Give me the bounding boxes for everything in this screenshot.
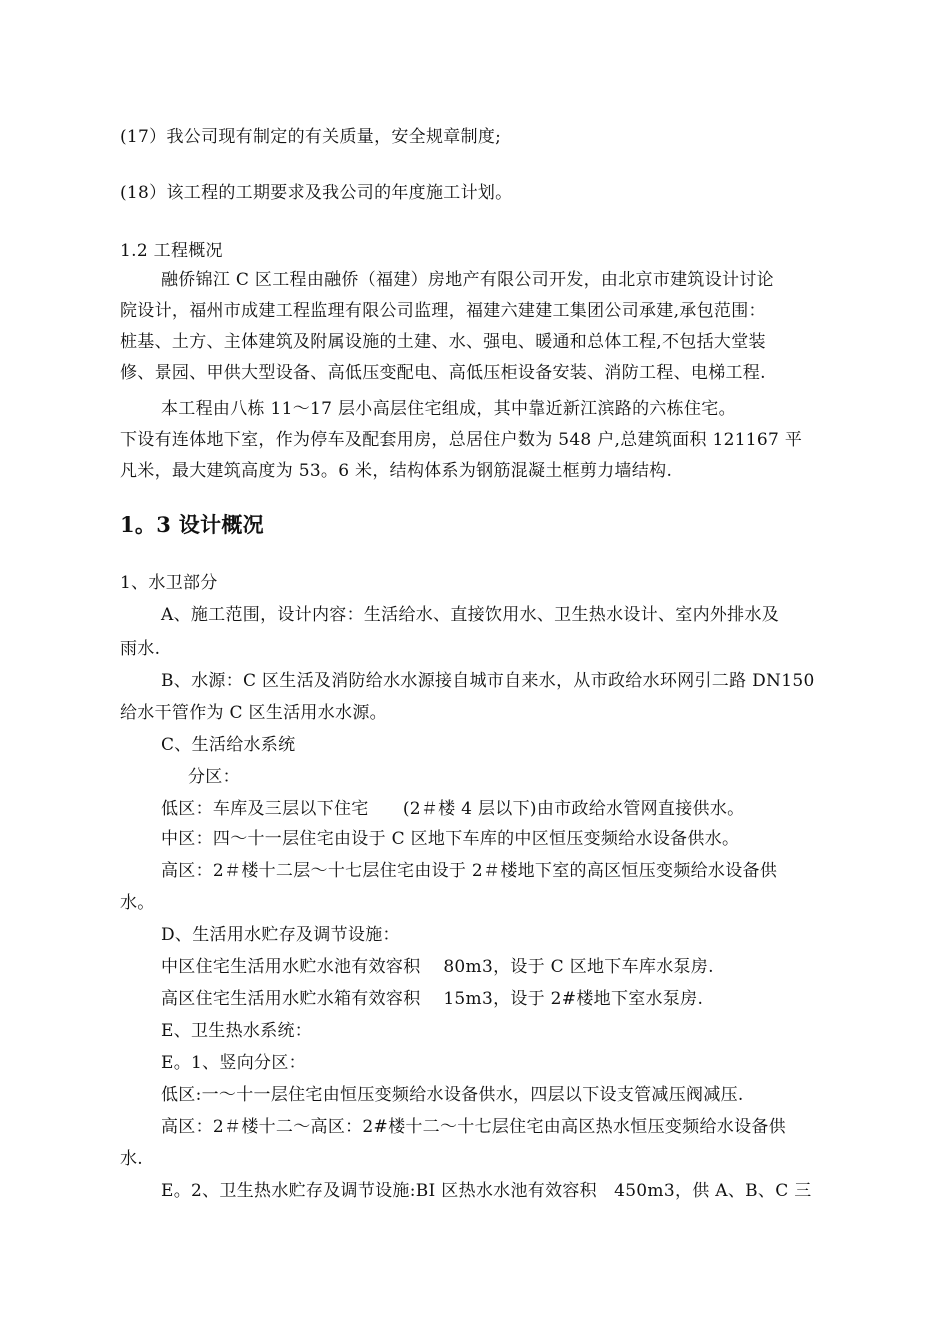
paragraph-line: 低区:一～十一层住宅由恒压变频给水设备供水，四层以下设支管减压阀减压. (161, 1085, 744, 1105)
paragraph-line: E、卫生热水系统： (161, 1021, 313, 1041)
paragraph-line: 院设计，福州市成建工程监理有限公司监理，福建六建建工集团公司承建,承包范围： (120, 301, 766, 321)
paragraph-line: E。2、卫生热水贮存及调节设施:BⅠ 区热水水池有效容积 450m3，供 A、B、C 三 (161, 1181, 812, 1201)
paragraph-line: 水. (120, 1149, 144, 1169)
paragraph-line: 高区：2＃楼十二～高区：2#楼十二～十七层住宅由高区热水恒压变频给水设备供 (161, 1117, 786, 1137)
paragraph-line: A、施工范围，设计内容：生活给水、直接饮用水、卫生热水设计、室内外排水及 (161, 605, 780, 625)
paragraph-line: 凡米，最大建筑高度为 53。6 米，结构体系为钢筋混凝土框剪力墙结构. (120, 461, 673, 481)
paragraph-line: 高区住宅生活用水贮水箱有效容积 15m3，设于 2#楼地下室水泵房. (161, 989, 704, 1009)
section-heading-1-3: 1。3 设计概况 (120, 512, 264, 537)
paragraph-line: 下设有连体地下室，作为停车及配套用房，总居住户数为 548 户,总建筑面积 121167 平 (120, 430, 803, 450)
paragraph-line: 水。 (120, 893, 155, 913)
paragraph-line: 本工程由八栋 11～17 层小高层住宅组成，其中靠近新江滨路的六栋住宅。 (161, 399, 736, 419)
paragraph-line: 低区：车库及三层以下住宅 (2＃楼 4 层以下)由市政给水管网直接供水。 (161, 799, 745, 819)
paragraph-line: 高区：2＃楼十二层～十七层住宅由设于 2＃楼地下室的高区恒压变频给水设备供 (161, 861, 778, 881)
paragraph-line: 中区住宅生活用水贮水池有效容积 80m3，设于 C 区地下车库水泵房. (161, 957, 714, 977)
paragraph-line: 给水干管作为 C 区生活用水水源。 (120, 703, 387, 723)
paragraph-line: B、水源：C 区生活及消防给水水源接自城市自来水，从市政给水环网引二路 DN150 (161, 671, 815, 691)
paragraph-line: 雨水. (120, 639, 161, 659)
item-17: (17）我公司现有制定的有关质量，安全规章制度; (120, 127, 502, 147)
paragraph-line: 中区：四～十一层住宅由设于 C 区地下车库的中区恒压变频给水设备供水。 (161, 829, 740, 849)
paragraph-line: 修、景园、甲供大型设备、高低压变配电、高低压柜设备安装、消防工程、电梯工程. (120, 363, 766, 383)
item-18: (18）该工程的工期要求及我公司的年度施工计划。 (120, 183, 513, 203)
paragraph-line: D、生活用水贮存及调节设施： (161, 925, 400, 945)
section-heading-1-2: 1.2 工程概况 (120, 241, 223, 261)
paragraph-line: 融侨锦江 C 区工程由融侨（福建）房地产有限公司开发，由北京市建筑设计讨论 (161, 270, 774, 290)
subsection-heading: 1、水卫部分 (120, 573, 218, 593)
paragraph-line: 桩基、土方、主体建筑及附属设施的土建、水、强电、暖通和总体工程,不包括大堂装 (120, 332, 766, 352)
paragraph-line: 分区： (188, 767, 240, 787)
paragraph-line: E。1、竖向分区： (161, 1053, 306, 1073)
paragraph-line: C、生活给水系统 (161, 735, 296, 755)
